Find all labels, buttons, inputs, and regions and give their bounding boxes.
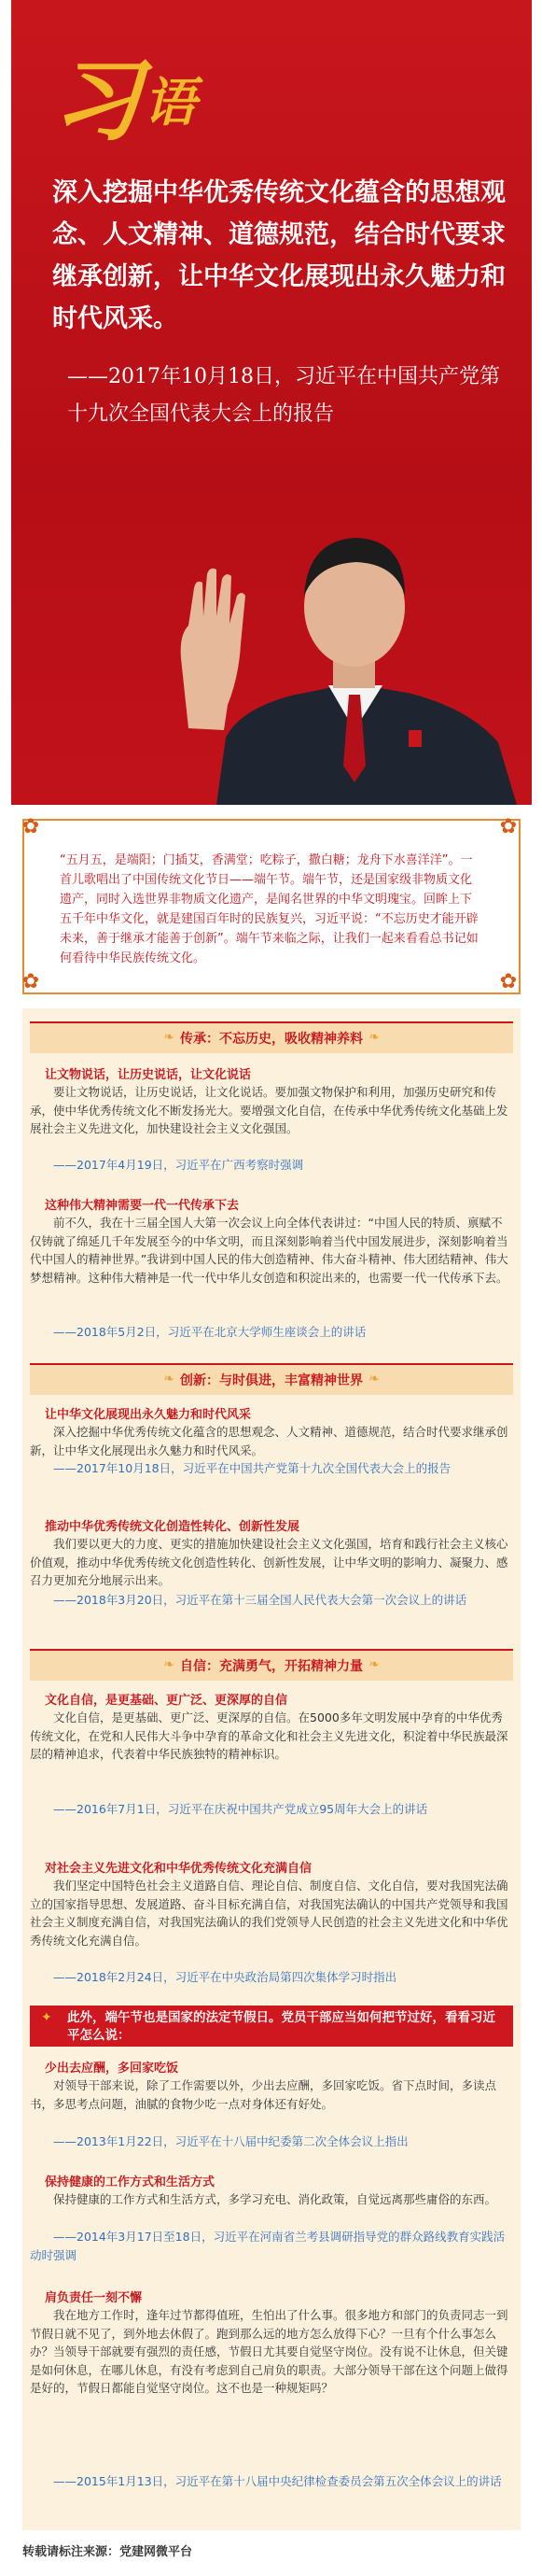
quote-source: ——2016年7月1日，习近平在庆祝中国共产党成立95周年大会上的讲话	[53, 1802, 428, 1816]
corner-ornament-icon: ✿	[499, 815, 518, 838]
quote-paragraph: 要让文物说话，让历史说话，让文化说话。要加强文物保护和利用，加强历史研究和传承，使中华优秀传统文化不断发扬光大。要增强文化自信，在传承中华优秀传统文化基础上发展社会主义先进文化，加快建设社会主义文化强国。	[30, 1085, 508, 1135]
section-banner	[30, 1363, 513, 1395]
quote-paragraph: 我们坚定中国特色社会主义道路自信、理论自信、制度自信、文化自信，要对我国宪法确立的国家指导思想、发展道路、奋斗目标充满自信，对我国宪法确认的中国共产党领导和我国社会主义制度充满自信，对我国宪法确认的我们党领导人民创造的社会主义先进文化和中华优秀传统文化充满自信。	[30, 1879, 508, 1948]
holiday-banner	[30, 2006, 513, 2047]
section-title: 创新：与时俱进，丰富精神世界	[180, 1373, 363, 1388]
section-title: 传承：不忘历史，吸收精神养料	[180, 1032, 363, 1047]
quote-paragraph: 前不久，我在十三届全国人大第一次会议上向全体代表讲过：“中国人民的特质、禀赋不仅铸就了绵延几千年发展至今的中华文明，而且深刻影响着当代中国发展进步，深刻影响着当代中国人的精神世界。”我讲到中国人民的伟大创造精神、伟大奋斗精神、伟大团结精神、伟大梦想精神。这种伟大精神是一代一代中华儿女创造和积淀出来的，也需要一代一代传承下去。	[30, 1216, 508, 1285]
corner-ornament-icon: ✿	[21, 815, 40, 838]
quote-paragraph: 我在地方工作时，逢年过节都得值班，生怕出了什么事。很多地方和部门的负责同志一到节假日就不见了，到外地去休假了。跑到那么远的地方怎么放得下心？一旦有个什么事怎么办？当领导干部就要有强烈的责任感，节假日尤其要自觉坚守岗位。没有说不让休息，但关键是如何休息，在哪儿休息，有没有考虑到自己肩负的职责。大部分领导干部在这个问题上做得是好的，节假日都能自觉坚守岗位。这不也是一种规矩吗？	[30, 2308, 508, 2395]
quote-heading: 这种伟大精神需要一代一代传承下去	[45, 1199, 240, 1213]
quote-source: ——2013年1月22日，习近平在十八届中纪委第二次全体会议上指出	[53, 2134, 409, 2148]
quote-heading: 肩负责任一刻不懈	[45, 2291, 143, 2305]
quote-source: ——2017年10月18日，习近平在中国共产党第十九次全国代表大会上的报告	[53, 1461, 452, 1475]
quote-paragraph: 我们要以更大的力度、更实的措施加快建设社会主义文化强国，培育和践行社会主义核心价值观，推动中华优秀传统文化创造性转化、创新性发展，让中华文明的影响力、凝聚力、感召力更加充分地展示出来。	[30, 1537, 508, 1587]
quote-source: ——2018年5月2日，习近平在北京大学师生座谈会上的讲话	[53, 1325, 367, 1339]
intro-text: “五月五，是端阳；门插艾，香满堂；吃粽子，撒白糖；龙舟下水喜洋洋”。一首儿歌唱出了中国传统文化节日——端午节。端午节，还是国家级非物质文化遗产，同时入选世界非物质文化遗产，是闻名世界的中华文明瑰宝。回眸上下五千年中华文化，就是建国百年时的民族复兴，习近平说：“不忘历史才能开辟未来，善于继承才能善于创新”。端午节来临之际，让我们一起来看看总书记如何看待中华民族传统文化。	[60, 853, 479, 965]
title-calligraphy	[39, 26, 196, 153]
section-banner	[30, 1649, 513, 1681]
banner-ornament-icon: ❧	[368, 1030, 380, 1045]
holiday-banner-text: 此外，端午节也是国家的法定节假日。党员干部应当如何把节过好，看看习近平怎么说：	[67, 2010, 495, 2043]
quote-source: ——2015年1月13日，习近平在第十八届中央纪律检查委员会第五次全体会议上的讲话	[53, 2474, 502, 2488]
quote-paragraph: 对领导干部来说，除了工作需要以外，少出去应酬，多回家吃饭。省下点时间，多读点书，多思考点问题，油腻的食物少吃一点对身体还有好处。	[30, 2078, 497, 2111]
hero-quote: 深入挖掘中华优秀传统文化蕴含的思想观念、人文精神、道德规范，结合时代要求继承创新，让中华文化展现出永久魅力和时代风采。	[52, 178, 506, 333]
section-title: 自信：充满勇气，开拓精神力量	[180, 1659, 363, 1674]
portrait-illustration	[151, 486, 532, 805]
corner-ornament-icon: ✿	[499, 970, 518, 993]
banner-ornament-icon: ❧	[163, 1657, 174, 1672]
banner-ornament-icon: ❧	[163, 1372, 174, 1387]
section-banner	[30, 1021, 513, 1053]
quote-paragraph: 深入挖掘中华优秀传统文化蕴含的思想观念、人文精神、道德规范，结合时代要求继承创新，让中华文化展现出永久魅力和时代风采。	[30, 1425, 508, 1457]
quote-heading: 文化自信，是更基础、更广泛、更深厚的自信	[45, 1694, 288, 1708]
title-char-xi: 习	[52, 48, 142, 153]
quote-heading: 让中华文化展现出永久魅力和时代风采	[45, 1408, 252, 1422]
hero-banner	[11, 0, 532, 805]
quote-heading: 让文物说话，让历史说话，让文化说话	[45, 1068, 252, 1082]
footer-source-note: 转载请标注来源：党建网微平台	[22, 2545, 193, 2559]
corner-ornament-icon: ✿	[21, 970, 40, 993]
quote-heading: 少出去应酬，多回家吃饭	[45, 2062, 179, 2076]
quote-paragraph: 保持健康的工作方式和生活方式，多学习充电、消化政策，自觉远离那些庸俗的东西。	[53, 2192, 497, 2206]
ornament-icon: ✦	[41, 2010, 52, 2025]
quote-source: ——2017年4月19日，习近平在广西考察时强调	[53, 1158, 304, 1172]
hero-quote-source: ——2017年10月18日，习近平在中国共产党第十九次全国代表大会上的报告	[67, 365, 500, 426]
quote-source: ——2014年3月17日至18日，习近平在河南省兰考县调研指导党的群众路线教育实践活动时强调	[30, 2230, 506, 2262]
title-char-yu: 语	[144, 72, 196, 134]
quote-paragraph: 文化自信，是更基础、更广泛、更深厚的自信。在5000多年文明发展中孕育的中华优秀传统文化，在党和人民伟大斗争中孕育的革命文化和社会主义先进文化，积淀着中华民族最深层的精神追求，代表着中华民族独特的精神标识。	[30, 1710, 508, 1761]
banner-ornament-icon: ❧	[368, 1372, 380, 1387]
quote-heading: 推动中华优秀传统文化创造性转化、创新性发展	[45, 1520, 300, 1534]
intro-box	[21, 815, 521, 994]
quote-source: ——2018年3月20日，习近平在第十三届全国人民代表大会第一次会议上的讲话	[53, 1593, 467, 1607]
banner-ornament-icon: ❧	[163, 1030, 174, 1045]
quote-heading: 对社会主义先进文化和中华优秀传统文化充满自信	[45, 1862, 313, 1876]
quote-source: ——2018年2月24日，习近平在中央政治局第四次集体学习时指出	[53, 1970, 397, 1984]
banner-ornament-icon: ❧	[368, 1657, 380, 1672]
content-panel	[22, 1008, 521, 2530]
quote-heading: 保持健康的工作方式和生活方式	[45, 2175, 215, 2189]
